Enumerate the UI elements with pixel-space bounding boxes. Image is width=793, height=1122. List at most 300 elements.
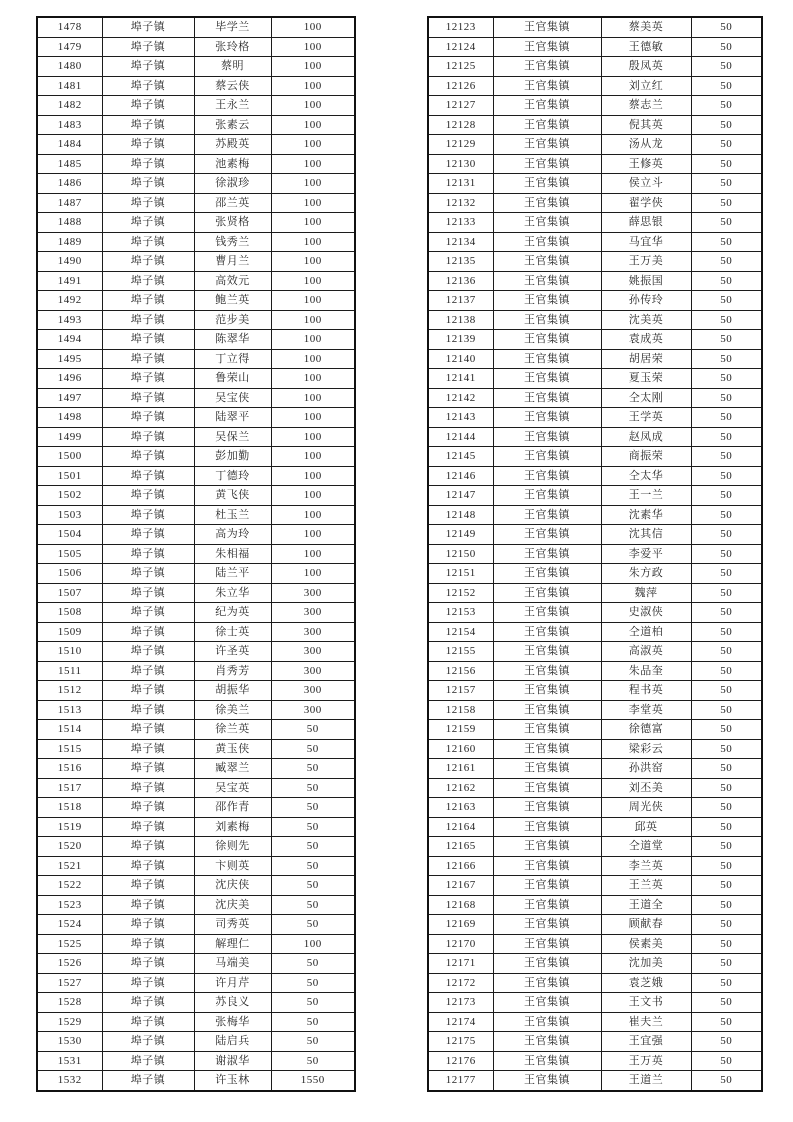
cell-town: 埠子镇: [102, 213, 194, 233]
cell-person-name: 蔡志兰: [601, 96, 691, 116]
cell-town: 王官集镇: [493, 1032, 601, 1052]
cell-town: 王官集镇: [493, 174, 601, 194]
cell-person-name: 徐则先: [194, 837, 271, 857]
cell-person-name: 王宜强: [601, 1032, 691, 1052]
cell-amount: 50: [691, 135, 762, 155]
cell-town: 王官集镇: [493, 388, 601, 408]
cell-person-name: 王一兰: [601, 486, 691, 506]
cell-town: 王官集镇: [493, 817, 601, 837]
cell-serial-number: 1532: [37, 1071, 102, 1091]
cell-town: 王官集镇: [493, 17, 601, 37]
cell-town: 埠子镇: [102, 427, 194, 447]
cell-amount: 100: [271, 37, 355, 57]
table-row: [428, 622, 762, 642]
cell-serial-number: 1528: [37, 993, 102, 1013]
cell-amount: 50: [691, 291, 762, 311]
cell-amount: 300: [271, 583, 355, 603]
cell-person-name: 蔡明: [194, 57, 271, 77]
table-row: [428, 1051, 762, 1071]
cell-person-name: 梁彩云: [601, 739, 691, 759]
cell-town: 埠子镇: [102, 778, 194, 798]
cell-serial-number: 12123: [428, 17, 493, 37]
table-row: [428, 525, 762, 545]
cell-serial-number: 1504: [37, 525, 102, 545]
cell-person-name: 刘素梅: [194, 817, 271, 837]
cell-amount: 50: [691, 57, 762, 77]
cell-amount: 50: [271, 739, 355, 759]
cell-amount: 1550: [271, 1071, 355, 1091]
cell-person-name: 肖秀芳: [194, 661, 271, 681]
cell-town: 王官集镇: [493, 135, 601, 155]
cell-person-name: 陈翠华: [194, 330, 271, 350]
cell-person-name: 邵作青: [194, 798, 271, 818]
cell-amount: 50: [691, 174, 762, 194]
cell-person-name: 曹月兰: [194, 252, 271, 272]
cell-serial-number: 12135: [428, 252, 493, 272]
table-row: [37, 525, 355, 545]
cell-town: 埠子镇: [102, 57, 194, 77]
cell-serial-number: 12151: [428, 564, 493, 584]
cell-amount: 100: [271, 544, 355, 564]
cell-town: 埠子镇: [102, 1051, 194, 1071]
cell-town: 埠子镇: [102, 252, 194, 272]
cell-person-name: 刘丕美: [601, 778, 691, 798]
cell-town: 王官集镇: [493, 934, 601, 954]
cell-amount: 100: [271, 310, 355, 330]
cell-person-name: 王学英: [601, 408, 691, 428]
table-row: [37, 954, 355, 974]
table-row: [428, 427, 762, 447]
cell-serial-number: 12138: [428, 310, 493, 330]
cell-person-name: 许月芹: [194, 973, 271, 993]
table-row: [37, 973, 355, 993]
cell-amount: 50: [271, 1051, 355, 1071]
cell-amount: 50: [691, 271, 762, 291]
table-row: [37, 76, 355, 96]
cell-town: 王官集镇: [493, 895, 601, 915]
cell-serial-number: 12156: [428, 661, 493, 681]
cell-person-name: 丁德玲: [194, 466, 271, 486]
cell-person-name: 王修英: [601, 154, 691, 174]
table-row: [428, 388, 762, 408]
cell-town: 埠子镇: [102, 505, 194, 525]
cell-person-name: 苏良义: [194, 993, 271, 1013]
cell-town: 埠子镇: [102, 993, 194, 1013]
cell-town: 埠子镇: [102, 661, 194, 681]
table-row: [428, 661, 762, 681]
cell-person-name: 侯素美: [601, 934, 691, 954]
cell-person-name: 马宜华: [601, 232, 691, 252]
cell-person-name: 吴宝侠: [194, 388, 271, 408]
cell-amount: 100: [271, 408, 355, 428]
cell-person-name: 沈素华: [601, 505, 691, 525]
cell-town: 王官集镇: [493, 876, 601, 896]
table-row: [428, 310, 762, 330]
cell-amount: 300: [271, 603, 355, 623]
cell-amount: 50: [691, 466, 762, 486]
cell-serial-number: 12129: [428, 135, 493, 155]
cell-amount: 50: [691, 583, 762, 603]
cell-town: 埠子镇: [102, 349, 194, 369]
cell-town: 埠子镇: [102, 544, 194, 564]
table-row: [37, 232, 355, 252]
table-row: [37, 271, 355, 291]
cell-person-name: 陆启兵: [194, 1032, 271, 1052]
cell-amount: 50: [691, 96, 762, 116]
table-row: [37, 37, 355, 57]
table-row: [428, 993, 762, 1013]
cell-person-name: 殷凤英: [601, 57, 691, 77]
cell-amount: 50: [691, 544, 762, 564]
table-row: [37, 96, 355, 116]
table-row: [428, 115, 762, 135]
cell-person-name: 胡振华: [194, 681, 271, 701]
cell-amount: 100: [271, 369, 355, 389]
cell-town: 王官集镇: [493, 603, 601, 623]
table-row: [37, 1032, 355, 1052]
table-row: [37, 622, 355, 642]
cell-serial-number: 1521: [37, 856, 102, 876]
cell-person-name: 孙洪窑: [601, 759, 691, 779]
cell-town: 埠子镇: [102, 895, 194, 915]
table-row: [37, 661, 355, 681]
cell-person-name: 徐士英: [194, 622, 271, 642]
cell-town: 王官集镇: [493, 291, 601, 311]
cell-serial-number: 1498: [37, 408, 102, 428]
cell-person-name: 张素云: [194, 115, 271, 135]
cell-person-name: 纪为英: [194, 603, 271, 623]
cell-amount: 50: [691, 759, 762, 779]
table-row: [37, 856, 355, 876]
cell-amount: 50: [691, 427, 762, 447]
cell-amount: 50: [271, 759, 355, 779]
table-row: [428, 193, 762, 213]
cell-person-name: 徐兰英: [194, 720, 271, 740]
cell-serial-number: 1489: [37, 232, 102, 252]
cell-town: 埠子镇: [102, 915, 194, 935]
cell-serial-number: 1501: [37, 466, 102, 486]
table-row: [37, 57, 355, 77]
cell-town: 埠子镇: [102, 720, 194, 740]
table-row: [428, 232, 762, 252]
cell-town: 埠子镇: [102, 973, 194, 993]
table-row: [37, 603, 355, 623]
table-row: [37, 154, 355, 174]
cell-amount: 50: [271, 993, 355, 1013]
cell-person-name: 蔡美英: [601, 17, 691, 37]
cell-serial-number: 12169: [428, 915, 493, 935]
cell-serial-number: 12145: [428, 447, 493, 467]
cell-town: 王官集镇: [493, 778, 601, 798]
cell-amount: 50: [691, 934, 762, 954]
cell-amount: 100: [271, 388, 355, 408]
cell-town: 埠子镇: [102, 115, 194, 135]
cell-serial-number: 12126: [428, 76, 493, 96]
cell-town: 埠子镇: [102, 291, 194, 311]
cell-town: 王官集镇: [493, 720, 601, 740]
cell-town: 埠子镇: [102, 759, 194, 779]
cell-serial-number: 1523: [37, 895, 102, 915]
cell-amount: 100: [271, 525, 355, 545]
cell-amount: 50: [691, 154, 762, 174]
cell-amount: 100: [271, 115, 355, 135]
cell-town: 王官集镇: [493, 213, 601, 233]
cell-serial-number: 12171: [428, 954, 493, 974]
cell-person-name: 袁成英: [601, 330, 691, 350]
cell-town: 埠子镇: [102, 37, 194, 57]
cell-person-name: 高淑英: [601, 642, 691, 662]
cell-amount: 50: [691, 564, 762, 584]
table-row: [37, 388, 355, 408]
cell-serial-number: 1513: [37, 700, 102, 720]
table-row: [428, 583, 762, 603]
table-row: [37, 408, 355, 428]
table-row: [37, 349, 355, 369]
table-row: [37, 759, 355, 779]
roster-table-left: [36, 16, 356, 1092]
cell-amount: 100: [271, 466, 355, 486]
cell-amount: 50: [691, 661, 762, 681]
cell-amount: 50: [691, 856, 762, 876]
cell-town: 埠子镇: [102, 193, 194, 213]
cell-serial-number: 1483: [37, 115, 102, 135]
cell-town: 王官集镇: [493, 369, 601, 389]
table-row: [37, 934, 355, 954]
cell-person-name: 黄玉侠: [194, 739, 271, 759]
cell-person-name: 徐美兰: [194, 700, 271, 720]
cell-serial-number: 1478: [37, 17, 102, 37]
table-row: [37, 564, 355, 584]
table-row: [428, 642, 762, 662]
cell-amount: 50: [691, 681, 762, 701]
cell-town: 埠子镇: [102, 798, 194, 818]
cell-town: 埠子镇: [102, 447, 194, 467]
cell-amount: 50: [691, 954, 762, 974]
cell-town: 埠子镇: [102, 96, 194, 116]
table-row: [37, 369, 355, 389]
cell-amount: 50: [691, 310, 762, 330]
cell-town: 埠子镇: [102, 232, 194, 252]
table-row: [37, 1071, 355, 1091]
table-row: [37, 291, 355, 311]
cell-town: 王官集镇: [493, 37, 601, 57]
cell-amount: 50: [271, 895, 355, 915]
cell-serial-number: 1490: [37, 252, 102, 272]
cell-serial-number: 12134: [428, 232, 493, 252]
cell-town: 埠子镇: [102, 1032, 194, 1052]
cell-person-name: 许圣英: [194, 642, 271, 662]
cell-amount: 50: [691, 603, 762, 623]
cell-person-name: 史淑侠: [601, 603, 691, 623]
cell-amount: 50: [691, 1051, 762, 1071]
cell-serial-number: 12127: [428, 96, 493, 116]
cell-town: 王官集镇: [493, 739, 601, 759]
table-row: [428, 681, 762, 701]
table-row: [37, 993, 355, 1013]
cell-amount: 100: [271, 57, 355, 77]
table-row: [37, 135, 355, 155]
cell-amount: 50: [691, 525, 762, 545]
cell-person-name: 钱秀兰: [194, 232, 271, 252]
cell-serial-number: 1530: [37, 1032, 102, 1052]
cell-serial-number: 12143: [428, 408, 493, 428]
cell-town: 王官集镇: [493, 544, 601, 564]
cell-person-name: 蔡云侠: [194, 76, 271, 96]
cell-person-name: 商振荣: [601, 447, 691, 467]
cell-serial-number: 12133: [428, 213, 493, 233]
cell-town: 埠子镇: [102, 700, 194, 720]
cell-person-name: 程书英: [601, 681, 691, 701]
table-row: [428, 876, 762, 896]
cell-town: 王官集镇: [493, 466, 601, 486]
cell-serial-number: 1495: [37, 349, 102, 369]
table-row: [37, 505, 355, 525]
cell-person-name: 汤从龙: [601, 135, 691, 155]
cell-amount: 50: [691, 349, 762, 369]
cell-town: 王官集镇: [493, 583, 601, 603]
table-row: [428, 252, 762, 272]
cell-person-name: 王万美: [601, 252, 691, 272]
cell-serial-number: 1487: [37, 193, 102, 213]
table-row: [428, 720, 762, 740]
table-row: [428, 57, 762, 77]
cell-serial-number: 12152: [428, 583, 493, 603]
table-row: [428, 544, 762, 564]
cell-person-name: 周光侠: [601, 798, 691, 818]
cell-person-name: 仝太华: [601, 466, 691, 486]
table-row: [428, 759, 762, 779]
cell-serial-number: 1508: [37, 603, 102, 623]
cell-person-name: 王道兰: [601, 1071, 691, 1091]
cell-town: 王官集镇: [493, 759, 601, 779]
cell-serial-number: 1505: [37, 544, 102, 564]
cell-serial-number: 1525: [37, 934, 102, 954]
table-row: [37, 642, 355, 662]
cell-person-name: 解理仁: [194, 934, 271, 954]
cell-person-name: 朱相福: [194, 544, 271, 564]
table-row: [37, 583, 355, 603]
cell-town: 王官集镇: [493, 154, 601, 174]
table-row: [428, 96, 762, 116]
table-row: [428, 369, 762, 389]
cell-serial-number: 1522: [37, 876, 102, 896]
cell-serial-number: 1531: [37, 1051, 102, 1071]
table-row: [37, 1012, 355, 1032]
cell-person-name: 薛思银: [601, 213, 691, 233]
cell-town: 王官集镇: [493, 798, 601, 818]
cell-serial-number: 1517: [37, 778, 102, 798]
cell-person-name: 陆翠平: [194, 408, 271, 428]
cell-serial-number: 12141: [428, 369, 493, 389]
cell-serial-number: 1519: [37, 817, 102, 837]
table-row: [37, 817, 355, 837]
table-row: [428, 174, 762, 194]
cell-amount: 100: [271, 564, 355, 584]
cell-serial-number: 1527: [37, 973, 102, 993]
cell-serial-number: 12175: [428, 1032, 493, 1052]
cell-serial-number: 12160: [428, 739, 493, 759]
cell-amount: 50: [691, 330, 762, 350]
cell-person-name: 李堂英: [601, 700, 691, 720]
cell-serial-number: 12168: [428, 895, 493, 915]
cell-person-name: 沈美英: [601, 310, 691, 330]
cell-person-name: 朱方政: [601, 564, 691, 584]
cell-amount: 100: [271, 193, 355, 213]
cell-town: 埠子镇: [102, 17, 194, 37]
table-row: [428, 1071, 762, 1091]
table-row: [37, 466, 355, 486]
cell-town: 埠子镇: [102, 135, 194, 155]
table-row: [37, 739, 355, 759]
cell-serial-number: 1486: [37, 174, 102, 194]
table-row: [428, 603, 762, 623]
table-row: [428, 37, 762, 57]
cell-town: 王官集镇: [493, 993, 601, 1013]
cell-serial-number: 12167: [428, 876, 493, 896]
cell-person-name: 许玉林: [194, 1071, 271, 1091]
cell-town: 王官集镇: [493, 252, 601, 272]
cell-person-name: 仝道柏: [601, 622, 691, 642]
cell-person-name: 沈庆侠: [194, 876, 271, 896]
cell-town: 王官集镇: [493, 954, 601, 974]
cell-person-name: 吴保兰: [194, 427, 271, 447]
table-row: [428, 408, 762, 428]
cell-amount: 50: [691, 973, 762, 993]
cell-town: 王官集镇: [493, 232, 601, 252]
cell-amount: 50: [691, 1071, 762, 1091]
cell-amount: 50: [691, 700, 762, 720]
cell-serial-number: 1493: [37, 310, 102, 330]
cell-amount: 100: [271, 271, 355, 291]
cell-serial-number: 12136: [428, 271, 493, 291]
cell-serial-number: 12172: [428, 973, 493, 993]
table-row: [37, 1051, 355, 1071]
cell-town: 王官集镇: [493, 115, 601, 135]
cell-amount: 50: [691, 213, 762, 233]
cell-amount: 50: [691, 915, 762, 935]
cell-person-name: 王兰英: [601, 876, 691, 896]
cell-amount: 100: [271, 17, 355, 37]
cell-town: 埠子镇: [102, 330, 194, 350]
cell-amount: 50: [271, 915, 355, 935]
cell-serial-number: 12173: [428, 993, 493, 1013]
cell-serial-number: 1482: [37, 96, 102, 116]
cell-serial-number: 12166: [428, 856, 493, 876]
cell-town: 王官集镇: [493, 408, 601, 428]
cell-amount: 50: [691, 778, 762, 798]
table-row: [37, 213, 355, 233]
cell-serial-number: 1529: [37, 1012, 102, 1032]
cell-amount: 100: [271, 213, 355, 233]
cell-person-name: 沈庆美: [194, 895, 271, 915]
cell-amount: 50: [691, 252, 762, 272]
cell-amount: 100: [271, 291, 355, 311]
cell-serial-number: 12132: [428, 193, 493, 213]
cell-serial-number: 12128: [428, 115, 493, 135]
cell-amount: 300: [271, 642, 355, 662]
cell-amount: 50: [271, 856, 355, 876]
cell-amount: 50: [271, 1032, 355, 1052]
cell-amount: 50: [691, 17, 762, 37]
cell-serial-number: 1496: [37, 369, 102, 389]
table-row: [37, 17, 355, 37]
cell-person-name: 高为玲: [194, 525, 271, 545]
cell-amount: 50: [691, 1032, 762, 1052]
cell-amount: 50: [691, 642, 762, 662]
cell-serial-number: 12149: [428, 525, 493, 545]
cell-town: 埠子镇: [102, 76, 194, 96]
cell-serial-number: 12174: [428, 1012, 493, 1032]
